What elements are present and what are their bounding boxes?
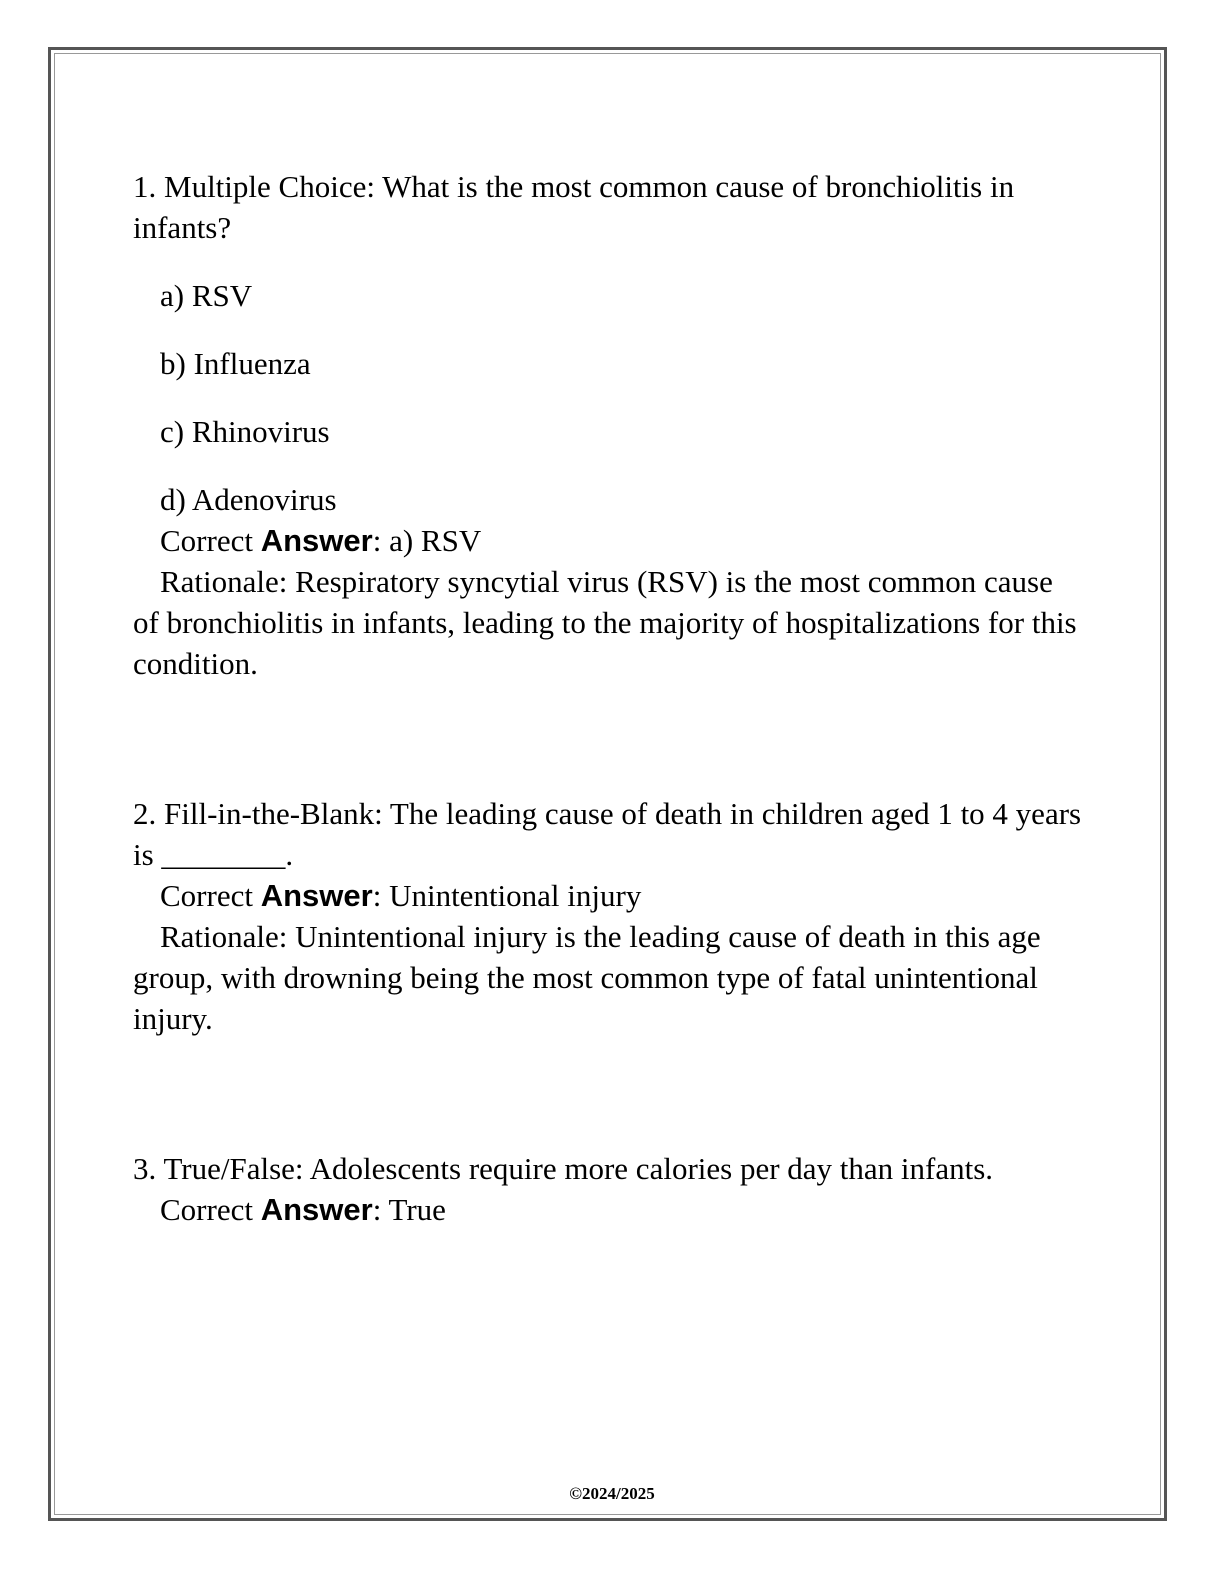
answer-value: : Unintentional injury — [372, 878, 642, 913]
question-1-prompt: 1. Multiple Choice: What is the most common cause of bronchiolitis in infants? — [133, 169, 1015, 245]
answer-label: Answer — [260, 878, 373, 913]
question-3 — [133, 1148, 1083, 1230]
answer-value: : True — [372, 1192, 446, 1227]
question-1-option-d: d) Adenovirus — [160, 482, 337, 517]
question-2-answer — [133, 875, 1083, 916]
question-2-rationale: Rationale: Unintentional injury is the leading cause of death in this age group, with drowning being the most common type of fatal unintentional injury. — [133, 919, 1041, 1036]
answer-prefix: Correct — [160, 878, 261, 913]
question-2-prompt: 2. Fill-in-the-Blank: The leading cause of death in children aged 1 to 4 years is ________. — [133, 796, 1082, 872]
question-1-answer — [133, 520, 1083, 561]
question-2 — [133, 793, 1083, 1039]
document-body — [133, 166, 1083, 1230]
answer-label: Answer — [260, 1192, 373, 1227]
answer-prefix: Correct — [160, 523, 261, 558]
question-3-prompt: 3. True/False: Adolescents require more calories per day than infants. — [133, 1151, 994, 1186]
question-1-option-b: b) Influenza — [160, 346, 311, 381]
copyright-footer: ©2024/2025 — [569, 1484, 655, 1503]
question-1-option-a: a) RSV — [160, 278, 253, 313]
question-1-option-c: c) Rhinovirus — [160, 414, 330, 449]
question-1 — [133, 166, 1083, 684]
question-1-rationale: Rationale: Respiratory syncytial virus (RSV) is the most common cause of bronchiolitis in infants, leading to the majority of hospitalizations for this condition. — [133, 564, 1077, 681]
answer-prefix: Correct — [160, 1192, 261, 1227]
answer-value: : a) RSV — [372, 523, 482, 558]
question-3-answer — [133, 1189, 1083, 1230]
answer-label: Answer — [260, 523, 373, 558]
